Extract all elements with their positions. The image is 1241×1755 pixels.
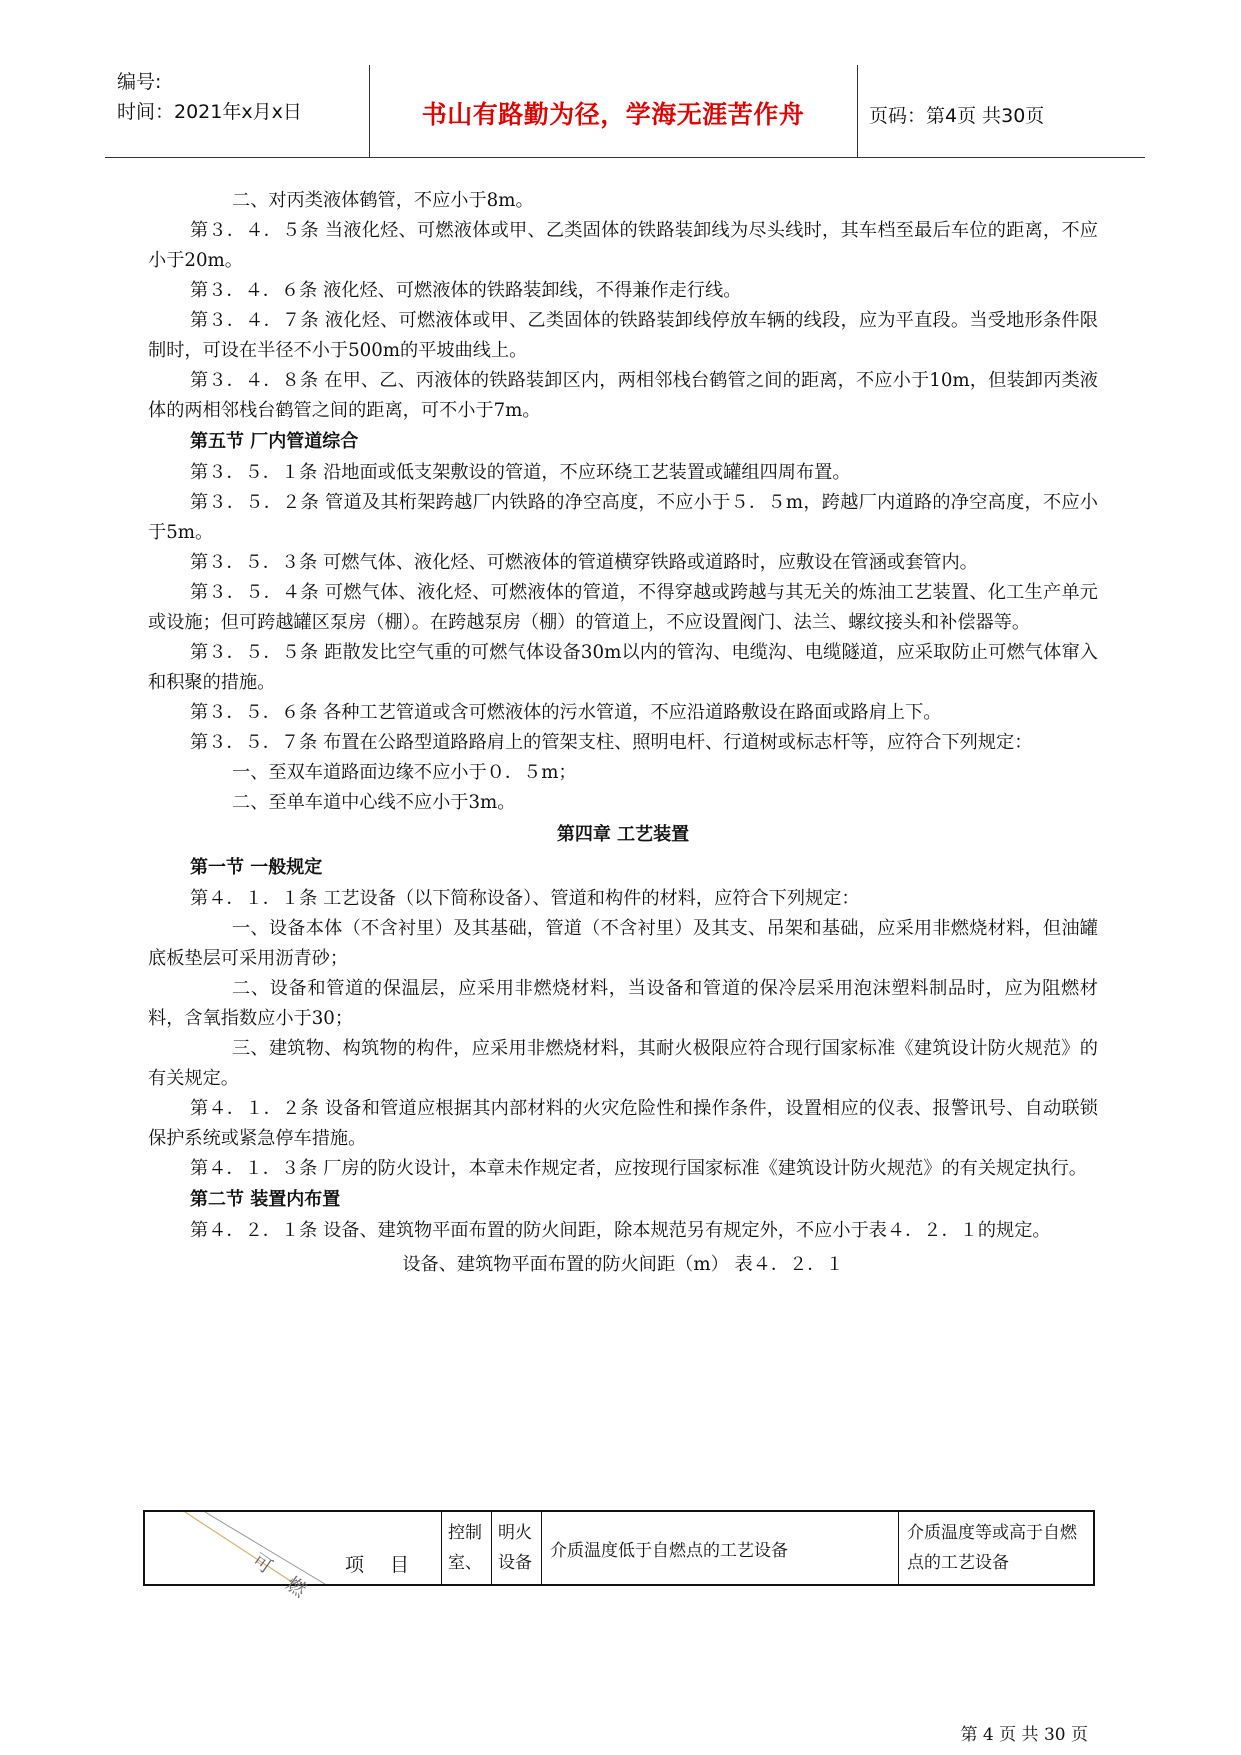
paragraph: 二、对丙类液体鹤管，不应小于8m。 [232,190,534,211]
section-heading: 第一节 一般规定 [190,857,323,878]
paragraph: 第３．５．４条 可燃气体、液化烃、可燃液体的管道，不得穿越或跨越与其无关的炼油工艺装置、化工生产单元或设施；但可跨越罐区泵房（棚）。在跨越泵房（棚）的管道上，不应设置阀门、法兰、螺纹接头和补偿器等。 [148,582,1098,633]
section-heading: 第二节 装置内布置 [190,1189,341,1210]
paragraph: 第３．５．１条 沿地面或低支架敷设的管道，不应环绕工艺装置或罐组四周布置。 [190,462,851,483]
table-header-below-ignition: 介质温度低于自燃点的工艺设备 [542,1512,899,1584]
header-divider [369,65,370,157]
fire-distance-table [143,1510,1095,1607]
chapter-heading: 第四章 工艺装置 [556,824,690,845]
table-header-above-ignition: 介质温度等或高于自燃点的工艺设备 [907,1523,1077,1573]
paragraph: 一、设备本体（不含衬里）及其基础，管道（不含衬里）及其支、吊架和基础，应采用非燃烧材料，但油罐底板垫层可采用沥青砂； [148,918,1098,969]
paragraph: 第３．５．３条 可燃气体、液化烃、可燃液体的管道横穿铁路或道路时，应敷设在管涵或套管内。 [190,552,978,573]
paragraph: 第４．１．２条 设备和管道应根据其内部材料的火灾危险性和操作条件，设置相应的仪表、报警讯号、自动联锁保护系统或紧急停车措施。 [148,1098,1098,1149]
page-footer: 第 4 页 共 30 页 [960,1725,1088,1745]
paragraph: 三、建筑物、构筑物的构件，应采用非燃烧材料，其耐火极限应符合现行国家标准《建筑设计防火规范》的有关规定。 [148,1038,1098,1089]
section-heading: 第五节 厂内管道综合 [190,431,359,452]
diagonal-label: 可 燃 [248,1549,317,1607]
table-caption: 设备、建筑物平面布置的防火间距（m） 表４．２．１ [402,1254,844,1275]
page-header [105,65,1145,158]
paragraph: 第３．４．５条 当液化烃、可燃液体或甲、乙类固体的铁路装卸线为尽头线时，其车档至最后车位的距离，不应小于20m。 [148,220,1098,271]
doc-time-label: 时间：2021年x月x日 [117,101,302,123]
document-body [148,186,1098,1282]
paragraph: 第４．２．１条 设备、建筑物平面布置的防火间距，除本规范另有规定外，不应小于表４．２．１的规定。 [190,1220,1051,1241]
paragraph: 第３．５．７条 布置在公路型道路路肩上的管架支柱、照明电杆、行道树或标志杆等，应符合下列规定： [190,732,1033,753]
paragraph: 第３．５．６条 各种工艺管道或含可燃液体的污水管道，不应沿道路敷设在路面或路肩上下。 [190,702,942,723]
item-label: 项 目 [344,1554,419,1576]
paragraph: 第４．１．１条 工艺设备（以下简称设备）、管道和构件的材料，应符合下列规定： [190,888,860,909]
header-motto: 书山有路勤为径，学海无涯苦作舟 [421,100,805,129]
paragraph: 第３．４．８条 在甲、乙、丙液体的铁路装卸区内，两相邻栈台鹤管之间的距离，不应小于10m，但装卸丙类液体的两相邻栈台鹤管之间的距离，可不小于7m。 [148,370,1098,421]
paragraph: 第３．４．６条 液化烃、可燃液体的铁路装卸线，不得兼作走行线。 [190,280,742,301]
doc-number-label: 编号: [117,71,162,93]
paragraph: 第３．４．７条 液化烃、可燃液体或甲、乙类固体的铁路装卸线停放车辆的线段，应为平直段。当受地形条件限制时，可设在半径不小于500m的平坡曲线上。 [148,310,1098,361]
paragraph: 第３．５．５条 距散发比空气重的可燃气体设备30m以内的管沟、电缆沟、电缆隧道，应采取防止可燃气体窜入和积聚的措施。 [148,642,1098,693]
paragraph: 一、至双车道路面边缘不应小于０．５m； [232,762,577,783]
table-header-open-fire: 明火设备 [492,1512,542,1584]
header-divider [857,65,858,157]
table-header-item-cell [145,1512,442,1607]
header-meta [117,67,357,127]
header-page-label: 页码：第4页 共30页 [869,105,1045,127]
paragraph: 二、至单车道中心线不应小于3m。 [232,792,516,813]
paragraph: 第４．１．３条 厂房的防火设计，本章未作规定者，应按现行国家标准《建筑设计防火规范》的有关规定执行。 [190,1158,1087,1179]
paragraph: 二、设备和管道的保温层，应采用非燃烧材料，当设备和管道的保冷层采用泡沫塑料制品时，应为阻燃材料，含氧指数应小于30； [148,978,1098,1029]
paragraph: 第３．５．２条 管道及其桁架跨越厂内铁路的净空高度，不应小于５．５m，跨越厂内道路的净空高度，不应小于5m。 [148,492,1098,543]
table-header-control-room: 控制室、 [442,1512,492,1584]
